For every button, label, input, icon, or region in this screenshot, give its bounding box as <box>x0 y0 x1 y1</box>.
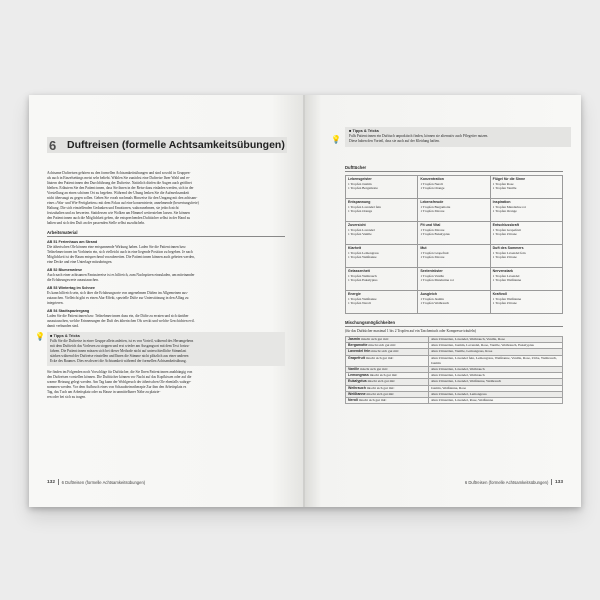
duft-cell-title: Klarheit <box>348 246 362 250</box>
page-number-left: 132 <box>47 479 56 485</box>
duft-cell-title: Ausgleich <box>420 292 438 296</box>
duft-cell-line: 1 Tropfen Vanille <box>420 273 444 278</box>
footer-divider <box>551 479 552 485</box>
duft-cell-line: 1 Tropfen Zitrone <box>492 301 517 305</box>
left-body <box>35 171 285 404</box>
mix-oil-name: Lavendel fein <box>348 349 371 354</box>
text-line: nommen werden. Vor dem Aufbruch eines von Schauoheimrtherapie Zur ihm den Arbeitsplatz es <box>47 385 187 389</box>
duft-cell-title: Kraftvoll <box>492 292 507 296</box>
mix-oil-suffix: mischt sich gut mit: <box>357 398 387 403</box>
text-line: auszutauschen, welche Erinnerungen der Duft des ätherischen Öls weckt und welche Geschichten evtl. <box>47 319 195 323</box>
text-line: festzuhalten und zu bewerten. Stattdessen wie Wolken am Himmel weiterziehen lassen. Sie können <box>47 211 190 215</box>
mix-oil-suffix: mischt sich gut mit: <box>364 355 394 360</box>
duft-cell-line: 1 Tropfen Jasmin <box>348 181 372 186</box>
text-line: Es kann hilfreich sein, sich über die Erfahrungsorte von angenehmen Düften im Allgemeinen aus- <box>47 291 188 295</box>
mix-oil-name: Bergamotte <box>348 343 368 348</box>
material-list <box>47 240 285 329</box>
material-item-title: AB 53 Wintertag im Schnee <box>47 286 95 290</box>
duft-cell-title: Energie <box>348 292 361 296</box>
text-line: Diese haben den Vorteil, dass sie auch auf der Kleidung haften. <box>349 139 440 143</box>
duft-table-row <box>346 199 563 222</box>
duft-cell <box>418 291 490 314</box>
duft-cell-line: 1 Tropfen Vanille <box>348 232 372 236</box>
duft-cell-line: 1 Tropfen Eukalyptus <box>348 278 378 282</box>
duft-cell-title: Lebensfreude <box>420 200 444 204</box>
material-item <box>47 268 285 283</box>
text-line: eines »Was- und Wie-Fertigkeiten« mit dem Fokus auf eine konzentrierte, annehmende (bewertungsfreie) <box>47 201 199 205</box>
mix-partners-cell: allen Zitrusölen, Jasmin, Lavendel, Rose, Vanille, Weihrauch, Eukalyptus <box>429 343 563 349</box>
duft-cell <box>418 245 490 268</box>
text-line: den Duftreisen vorstellen können. Die Dufttücher können vor Nacht auf das Kopfkissen oder auf die <box>47 375 192 379</box>
mix-heading: Mischungsmöglichkeiten <box>345 320 563 327</box>
duft-cell-title: Duft des Sommers <box>492 246 524 250</box>
mix-partners-cell: allen Zitrusölen, Lavendel, Lemongrass <box>429 391 563 397</box>
duft-cell-line: 1 Tropfen Zitrone <box>492 232 517 236</box>
text-line: bleiben. Erläutern Sie den Patient:innen, dass Sie ihnen in der Reise dazu einladen werden, sich in der <box>47 186 194 190</box>
duft-cell <box>418 268 490 291</box>
duft-cell-line: 1 Tropfen Weißtanne <box>348 255 377 259</box>
duft-cell-title: Flügel für die Sinne <box>492 177 526 181</box>
text-line: nicht übersaugt zu gegen sollen. Geben Sie vorab nochmals Hinweise für den Umgang mit den achtsam- <box>47 196 198 200</box>
duft-cell-line: 1 Tropfen Mandarine rot <box>420 278 454 282</box>
text-line: eine Decke und eine Unterlage mitzubringen. <box>47 260 113 264</box>
text-line: Die ätherischen Öle können eine entspannende Wirkung haben. Laden Sie die Patient:innen bzw. <box>47 245 187 249</box>
duft-cell <box>346 222 418 245</box>
mix-partners-cell: allen Zitrusölen, Vanille, Lemongrass, Rose <box>429 349 563 355</box>
chapter-title: Duftreisen (formelle Achtsamkeitsübungen) <box>67 139 285 151</box>
duft-cell <box>418 199 490 222</box>
mix-oil-name: Jasmin <box>348 337 361 341</box>
duft-table-row <box>346 176 563 199</box>
text-line: Laden Sie die Patient:innen bzw. Teilnehmer:innen dazu ein, die Düfte zu erraten und sich darüber <box>47 314 189 318</box>
duft-cell-line: 1 Tropfen Eukalyptus <box>420 232 450 236</box>
duft-cell-line: 1 Tropfen Weißtanne <box>492 296 522 301</box>
material-item <box>47 286 285 306</box>
material-item-title: AB 51 Ferienhaus am Strand <box>47 240 98 244</box>
intro-paragraph <box>47 171 285 226</box>
duft-cell-line: 1 Tropfen Vanille <box>492 186 517 190</box>
duft-cell-line: 1 Tropfen Mandarine rot <box>492 204 527 209</box>
text-line: damit verbunden sind. <box>47 324 80 328</box>
text-line: zutauschen. Vielleicht gibt es einen Aha-Effekt, spezielle Düfte zur Unterstützung in den Alltag zu <box>47 296 189 300</box>
left-page <box>29 95 305 507</box>
duft-cell-line: 1 Tropfen Weihrauch <box>420 301 449 305</box>
text-line: als auch in Einzelsettings meist sehr beliebt. Wählen Sie zunächst eine Duftreise Ihrer Wahl und er- <box>47 176 191 180</box>
duft-cell <box>490 245 562 268</box>
duft-cell-line: 1 Tropfen Zitrone <box>420 255 445 259</box>
duft-table-heading: Dufttücher <box>345 165 563 172</box>
duft-table-row <box>346 268 563 291</box>
duft-cell <box>490 199 562 222</box>
footer-divider <box>58 479 59 485</box>
mix-oil-name: Vanille <box>348 367 360 372</box>
mix-oil-suffix: mischt sich gut mit: <box>365 385 395 390</box>
duft-cell-title: Entschlusskraft <box>492 223 519 227</box>
right-body <box>345 161 563 404</box>
mix-oil-name: Weißtanne <box>348 391 366 396</box>
duft-cell-line: 1 Tropfen Lavendel <box>348 227 375 232</box>
right-footer <box>345 479 563 485</box>
mix-subheading: (für das Dufttücher maximal 1 bis 2 Tropfen auf ein Taschentuch oder Kompresse träufeln) <box>345 329 476 333</box>
mix-table <box>345 336 563 404</box>
text-line: stärken während der Duftreise einstellen und Ihnen die Stimme nicht plötzlich aus einer anderen <box>50 354 189 358</box>
duft-cell <box>418 176 490 199</box>
tips-heading-text: Tipps & Tricks <box>352 128 379 133</box>
tips-box-left <box>35 332 285 366</box>
text-line: Sie finden im Folgenden noch Vorschläge für Dufttücher, die Sie Ihren Patient:innen anabhängig von <box>47 370 193 374</box>
left-footer <box>47 479 287 485</box>
duft-cell <box>490 222 562 245</box>
mix-oil-suffix: mischt sich gut mit: <box>365 391 395 396</box>
duft-cell-line: 1 Tropfen Weißtanne <box>492 278 522 282</box>
material-item <box>47 309 285 329</box>
mix-partners-cell: allen Zitrusölen, Lavendel, Rose, Weißtanne <box>429 398 563 404</box>
mix-oil-cell <box>346 398 429 404</box>
duft-cell-line: 1 Tropfen Weißtanne <box>348 296 377 301</box>
duft-cell <box>418 222 490 245</box>
duft-cell-title: Fit und Vital <box>420 223 441 227</box>
material-item-title: AB 54 Stadtspaziergang <box>47 309 90 313</box>
mix-row <box>346 343 563 349</box>
lightbulb-icon: 💡 <box>35 332 45 341</box>
page-number-right: 133 <box>554 479 563 485</box>
duft-table-row <box>346 245 563 268</box>
duft-cell-title: Mut <box>420 246 427 250</box>
material-item-title: AB 52 Blumenwiese <box>47 268 83 272</box>
tips-text <box>349 134 567 144</box>
duft-cell <box>346 176 418 199</box>
duft-cell-line: 1 Tropfen Jasmin <box>420 296 444 301</box>
mix-partners-cell: allen Zitrusölen, Lavendel, Weihrauch <box>429 367 563 373</box>
duft-table-row <box>346 222 563 245</box>
material-item-text <box>47 273 285 283</box>
text-line: Auch nach einer achtsamen Fantasiereise ist es hilfreich, zum Nachspüren einzuladen, um miteinander <box>47 273 195 277</box>
chapter-number: 6 <box>49 137 57 153</box>
mix-oil-name: Eukalyptus <box>348 379 367 384</box>
duft-cell <box>346 245 418 268</box>
mix-oil-suffix: mischt sich gut mit: <box>359 367 388 372</box>
duft-cell-line: 1 Tropfen Lemongrass <box>348 250 379 255</box>
text-line: Ecke des Raumes. Dies erschwert die Achtsamkeit während der formellen Achtsamkeitsübung. <box>50 359 187 363</box>
text-line: Haltung. Die sich einstellenden Gedanken und Emotionen, wahrzunehmen, sie jedoch nicht <box>47 206 179 210</box>
right-page <box>305 95 581 507</box>
text-line: Tag, das Tuch am Arbeitsplatz oder zu Hause in unmittelbarer Nähe zu platzie- <box>47 390 161 394</box>
text-line: warme Heizung gelegt werden. Am Tag kann der Wohlgeruch der ätherischen Öle ebenfalls wahrge- <box>47 380 192 384</box>
duft-cell <box>346 291 418 314</box>
tips-text <box>50 339 282 364</box>
text-line: mit dem Duftteich das Vorlesen zu stoppen und erst wieder am Ausgangsort mit dem Text fortzu- <box>50 344 190 348</box>
duft-cell <box>346 199 418 222</box>
tips-heading-text: Tipps & Tricks <box>53 333 80 338</box>
duft-cell-line: 1 Tropfen Lavendel <box>492 273 520 278</box>
duft-cell-line: 1 Tropfen Grapefruit <box>420 250 449 255</box>
duft-table <box>345 175 563 314</box>
text-line: ren oder bei sich zu tragen. <box>47 395 86 399</box>
tips-bullet-icon: ■ <box>349 128 353 133</box>
mix-oil-name: Grapefruit <box>348 355 365 360</box>
duft-cell-line: 1 Tropfen Zitrone <box>492 255 517 259</box>
text-line: Vorstellung an einen schönen Ort zu begeben. Während der Übung lenken Sie die Aufmerksamkeit <box>47 191 190 195</box>
duft-cell <box>490 268 562 291</box>
duft-table-row <box>346 291 563 314</box>
duft-cell-line: 1 Tropfen Rose <box>492 181 514 186</box>
duft-cell-title: Seelentröster <box>420 269 443 273</box>
duft-cell-line: 1 Tropfen Zitrone <box>420 209 445 213</box>
tips-bullet-icon: ■ <box>50 333 54 338</box>
duft-cell <box>490 291 562 314</box>
text-line: läutern den Patient:innen den Durchführung der Duftreise. Natürlich dürfen die Augen auch geöffnet <box>47 181 192 185</box>
running-head-left: 6 Duftreisen (formelle Achtsamkeitsübungen) <box>61 479 146 485</box>
duft-cell-line: 1 Tropfen Lavendel fein <box>492 250 526 255</box>
mix-oil-name: Lemongrass <box>348 373 369 378</box>
material-item <box>47 240 285 265</box>
duft-cell-title: Nervenstark <box>492 269 513 273</box>
duft-cell-line: 1 Tropfen Orange <box>492 209 517 213</box>
closing-paragraph <box>47 370 285 400</box>
material-item-text <box>47 291 285 306</box>
material-heading: Arbeitsmaterial <box>47 230 285 237</box>
mix-oil-suffix: mischt sich gut mit: <box>360 337 389 341</box>
mix-oil-name: Neroli <box>348 398 358 403</box>
lightbulb-icon: 💡 <box>331 135 341 144</box>
duft-cell-line: 1 Tropfen Orange <box>348 209 373 213</box>
duft-cell-line: 1 Tropfen Neroli <box>420 181 444 186</box>
text-line: Teilnehmer:innen im Vorhinein ein, sich vielleicht auch in eine liegende Position zu begeben. Je nach <box>47 250 193 254</box>
mix-row <box>346 355 563 366</box>
duft-cell <box>346 268 418 291</box>
duft-cell-title: Entspannung <box>348 200 371 204</box>
material-item-text <box>47 314 285 329</box>
chapter-heading <box>47 137 287 153</box>
duft-cell-line: 1 Tropfen Lavendel fein <box>348 204 381 209</box>
text-line: die Erfahrungswerte auszutauschen. <box>47 278 99 282</box>
text-line: Falls Sie die Duftreise in einer Gruppe allein anleiten, ist es von Vorteil, während des Herumgebens <box>50 339 194 343</box>
duft-cell-line: 1 Tropfen Grapefruit <box>492 227 521 232</box>
duft-cell-title: Gelassenheit <box>348 269 370 273</box>
mix-oil-name: Weihrauch <box>348 385 366 390</box>
mix-partners-cell: allen Zitrusölen, Lavendel fein, Lemongrass, Weißtanne, Vanille, Rose, Zirbe, Weihrauch, Jasmin <box>429 355 563 366</box>
text-line: den Patient:innen auch die Möglichkeit geben, die entsprechenden Dufttücher selbst in der Hand zu <box>47 216 191 220</box>
mix-oil-suffix: mischt sich gut mit: <box>370 349 399 354</box>
duft-cell-line: 1 Tropfen Bergamotte <box>348 186 378 190</box>
text-line: integrieren. <box>47 301 64 305</box>
duft-cell-title: Konzentration <box>420 177 444 181</box>
mix-partners-cell: allen Zitrusölen, Lavendel, Weißtanne, Weihrauch <box>429 379 563 385</box>
duft-cell-line: 1 Tropfen Weihrauch <box>348 273 377 278</box>
duft-cell <box>490 176 562 199</box>
running-head-right: 6 Duftreisen (formelle Achtsamkeitsübungen) <box>464 479 549 485</box>
duft-cell-line: 1 Tropfen Zitrone <box>420 227 445 232</box>
text-line: Achtsame Duftreisen gehören zu den formellen Achtsamkeitsübungen und sind sowohl in Gruppen- <box>47 171 191 175</box>
open-book <box>29 95 581 507</box>
mix-row <box>346 398 563 404</box>
mix-partners-cell: allen Zitrusölen, Lavendel, Weihrauch <box>429 373 563 379</box>
mix-oil-cell <box>346 355 429 366</box>
mix-oil-suffix: mischt sich gut mit: <box>368 373 398 378</box>
duft-cell-title: Inspiration <box>492 200 511 204</box>
mix-partners-cell: Jasmin, Weißtanne, Rose <box>429 385 563 391</box>
mix-oil-suffix: mischt sich gut mit: <box>366 379 396 384</box>
tips-box-right <box>345 127 571 147</box>
text-line: fahren. Die Patient:innen müssen sich bei dieser Methode nicht auf unterschiedliche Stimmlasi <box>50 349 187 353</box>
duft-cell-line: 1 Tropfen Neroli <box>348 301 371 305</box>
duft-cell-line: 1 Tropfen Bergamotte <box>420 204 451 209</box>
duft-cell-title: Zuversicht <box>348 223 366 227</box>
mix-oil-suffix: mischt sich gut mit: <box>367 343 397 348</box>
duft-cell-title: Lebensgeister <box>348 177 372 181</box>
material-item-text <box>47 245 285 265</box>
text-line: Falls Patient:innen ein Dufttuch unpraktisch finden, können sie alternativ auch Pflegetier nutzen. <box>349 134 489 138</box>
mix-partners-cell: allen Zitrusölen, Lavendel, Weihrauch, Vanille, Rose <box>429 337 563 343</box>
text-line: halten und sich den Duft an der passenden Stelle selbst zuzufächeln. <box>47 221 146 225</box>
duft-cell-line: 1 Tropfen Orange <box>420 186 445 190</box>
text-line: Möglichkeit ist der Raum entsprechend vorzubereiten. Die Patient:innen können auch gebeten werden, <box>47 255 195 259</box>
